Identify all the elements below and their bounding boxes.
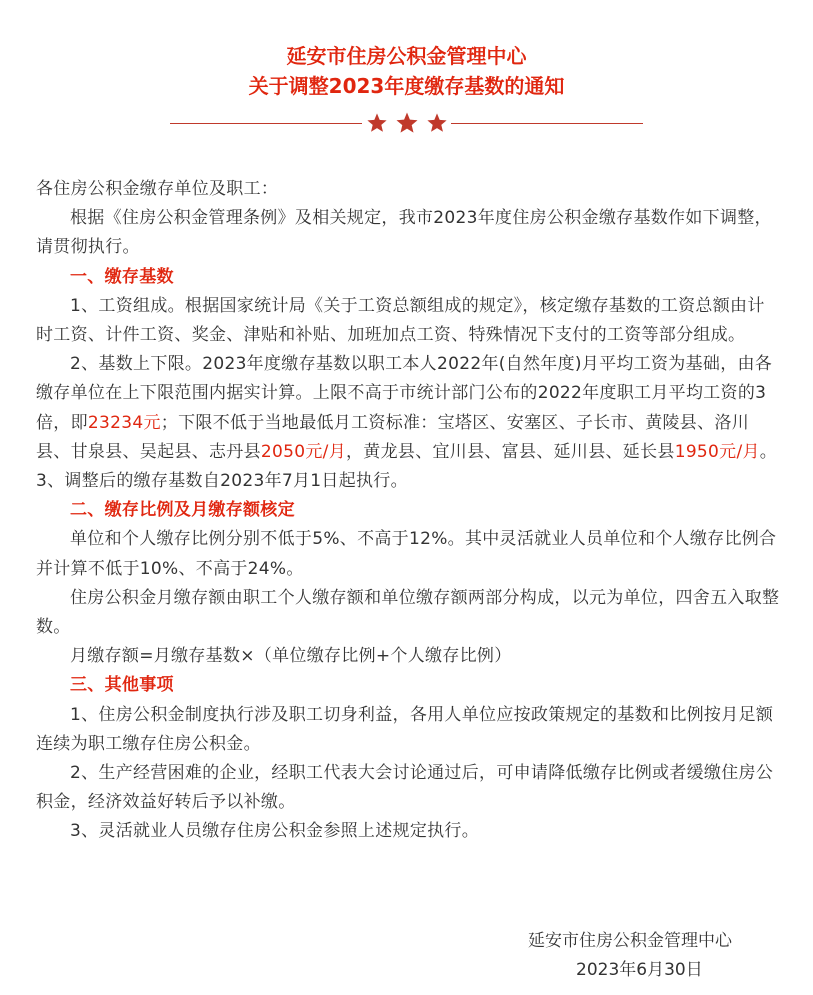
other-paragraph-3: 3、灵活就业人员缴存住房公积金参照上述规定执行。: [70, 821, 480, 842]
section-heading-ratio: 二、缴存比例及月缴存额核定: [70, 500, 295, 521]
lower-limit-value-b: 1950元/月: [674, 441, 760, 462]
star-icon: [426, 112, 448, 134]
other-paragraph-2: 2、生产经营困难的企业，经职工代表大会讨论通过后，可申请降低缴存比例或者缓缴住房公积金，经济效益好转后予以补缴。: [36, 763, 774, 813]
salutation: 各住房公积金缴存单位及职工：: [36, 179, 279, 199]
star-icon: [395, 111, 419, 135]
notice-title-org: 延安市住房公积金管理中心: [286, 44, 527, 68]
notice-title-subject: 关于调整2023年度缴存基数的通知: [248, 74, 565, 98]
signature-org-text: 延安市住房公积金管理中心: [528, 931, 732, 951]
lower-limit-value-a: 2050元/月: [260, 441, 346, 462]
title-divider-left: [170, 123, 362, 124]
limits-text-1: 2、基数上下限。2023年度缴存基数以职工本人2022年(自然年度)月平均工资为基础，由各缴存单位在上下限范围内据实计算。上限不高于市统计部门公布的2022年度职工月平均工资的3倍，即: [36, 354, 773, 433]
intro-paragraph: 根据《住房公积金管理条例》及相关规定，我市2023年度住房公积金缴存基数作如下调整，请贯彻执行。: [36, 208, 772, 258]
signature-date-text: 2023年6月30日: [576, 960, 703, 980]
section-heading-other: 三、其他事项: [70, 675, 174, 696]
limits-text-3: ，黄龙县、宜川县、富县、延川县、延长县: [346, 441, 675, 462]
star-icon: [366, 112, 388, 134]
limits-text-2: ；下限不低于当地最低月工资标准：宝塔区、安塞区、子长市、黄陵县、洛川县、甘泉县、吴起县、志丹县: [36, 412, 749, 462]
limits-text-4: 。3、调整后的缴存基数自2023年7月1日起执行。: [36, 441, 778, 492]
stars-ornament: [366, 110, 448, 136]
notice-body: [36, 175, 781, 847]
other-paragraph-1: 1、住房公积金制度执行涉及职工切身利益，各用人单位应按政策规定的基数和比例按月足额连续为职工缴存住房公积金。: [36, 704, 774, 754]
monthly-amount-paragraph: 住房公积金月缴存额由职工个人缴存额和单位缴存额两部分构成，以元为单位，四舍五入取整数。: [36, 587, 780, 638]
wage-composition-paragraph: 1、工资组成。根据国家统计局《关于工资总额组成的规定》，核定缴存基数的工资总额由计时工资、计件工资、奖金、津贴和补贴、加班加点工资、特殊情况下支付的工资等部分组成。: [36, 295, 765, 346]
formula-paragraph: 月缴存额=月缴存基数×（单位缴存比例+个人缴存比例）: [70, 646, 512, 667]
ratio-paragraph: 单位和个人缴存比例分别不低于5%、不高于12%。其中灵活就业人员单位和个人缴存比例合并计算不低于10%、不高于24%。: [36, 529, 777, 579]
upper-limit-value: 23234元: [87, 412, 161, 433]
section-heading-base: 一、缴存基数: [70, 266, 174, 287]
base-limits-paragraph: [36, 350, 781, 496]
title-divider-right: [451, 123, 643, 124]
